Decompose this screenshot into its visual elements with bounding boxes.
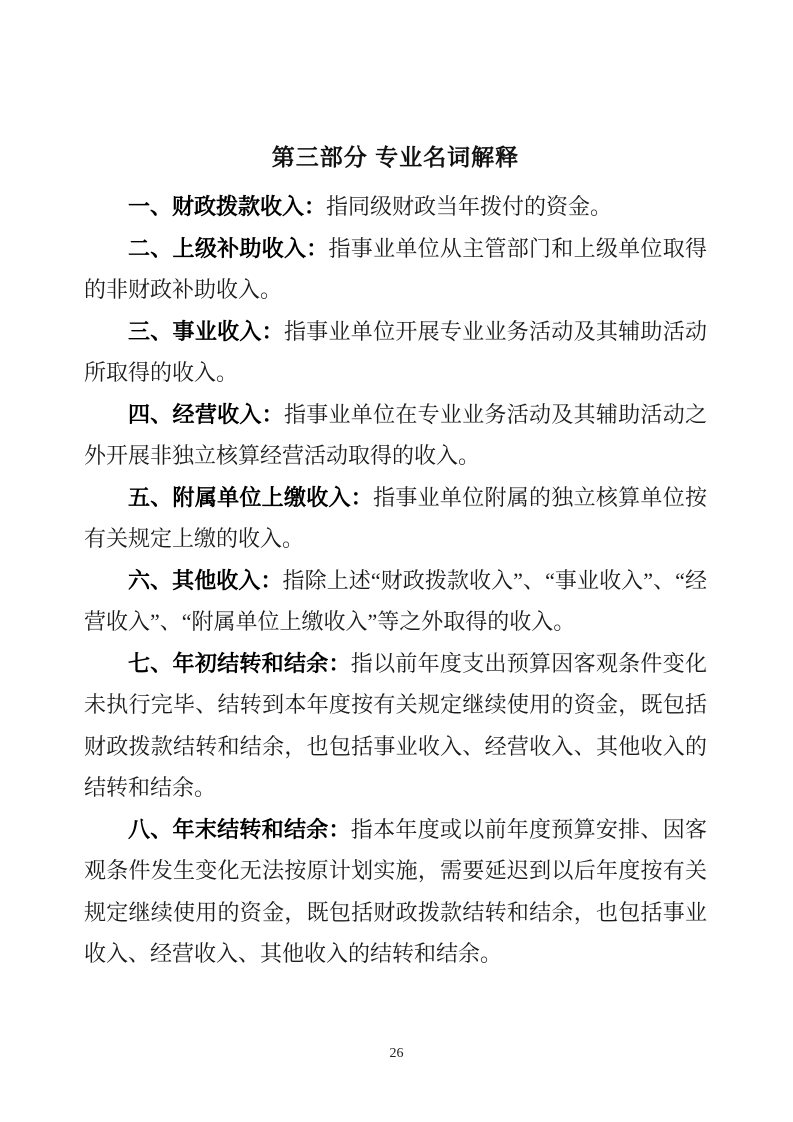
term-label: 三、事业收入： (128, 318, 284, 344)
term-paragraph-1 (84, 186, 707, 228)
term-paragraph-5 (84, 477, 707, 560)
term-definition: 指以前年度支出预算因客观条件变化未执行完毕、结转到本年度按有关规定继续使用的资金，既包括财政拨款结转和结余，也包括事业收入、经营收入、其他收入的结转和结余。 (84, 650, 707, 800)
term-label: 二、上级补助收入： (128, 235, 329, 261)
term-paragraph-2 (84, 228, 707, 311)
page-title: 第三部分 专业名词解释 (271, 144, 520, 170)
term-paragraph-6 (84, 560, 707, 643)
term-label: 五、附属单位上缴收入： (128, 484, 374, 510)
term-label: 一、财政拨款收入： (128, 194, 327, 219)
term-definition: 指事业单位附属的独立核算单位按有关规定上缴的收入。 (84, 484, 707, 551)
term-definition: 指同级财政当年拨付的资金。 (326, 194, 613, 219)
term-definition: 指事业单位在专业业务活动及其辅助活动之外开展非独立核算经营活动取得的收入。 (84, 401, 707, 468)
term-definition: 指事业单位开展专业业务活动及其辅助活动所取得的收入。 (84, 318, 707, 385)
term-label: 七、年初结转和结余： (128, 650, 351, 676)
term-label: 四、经营收入： (128, 401, 284, 427)
page-number: 26 (389, 1046, 404, 1061)
term-paragraph-8 (84, 809, 707, 975)
term-paragraph-7 (84, 643, 707, 809)
term-definition: 指事业单位从主管部门和上级单位取得的非财政补助收入。 (84, 235, 707, 302)
term-paragraph-3 (84, 311, 707, 394)
page-content (84, 141, 707, 975)
term-paragraph-4 (84, 394, 707, 477)
term-definition: 指除上述“财政拨款收入”、“事业收入”、“经营收入”、“附属单位上缴收入”等之外取得的收入。 (84, 567, 707, 634)
term-definition: 指本年度或以前年度预算安排、因客观条件发生变化无法按原计划实施，需要延迟到以后年度按有关规定继续使用的资金，既包括财政拨款结转和结余，也包括事业收入、经营收入、其他收入的结转和结余。 (84, 816, 707, 966)
term-label: 六、其他收入： (128, 567, 283, 593)
term-label: 八、年末结转和结余： (128, 816, 351, 842)
